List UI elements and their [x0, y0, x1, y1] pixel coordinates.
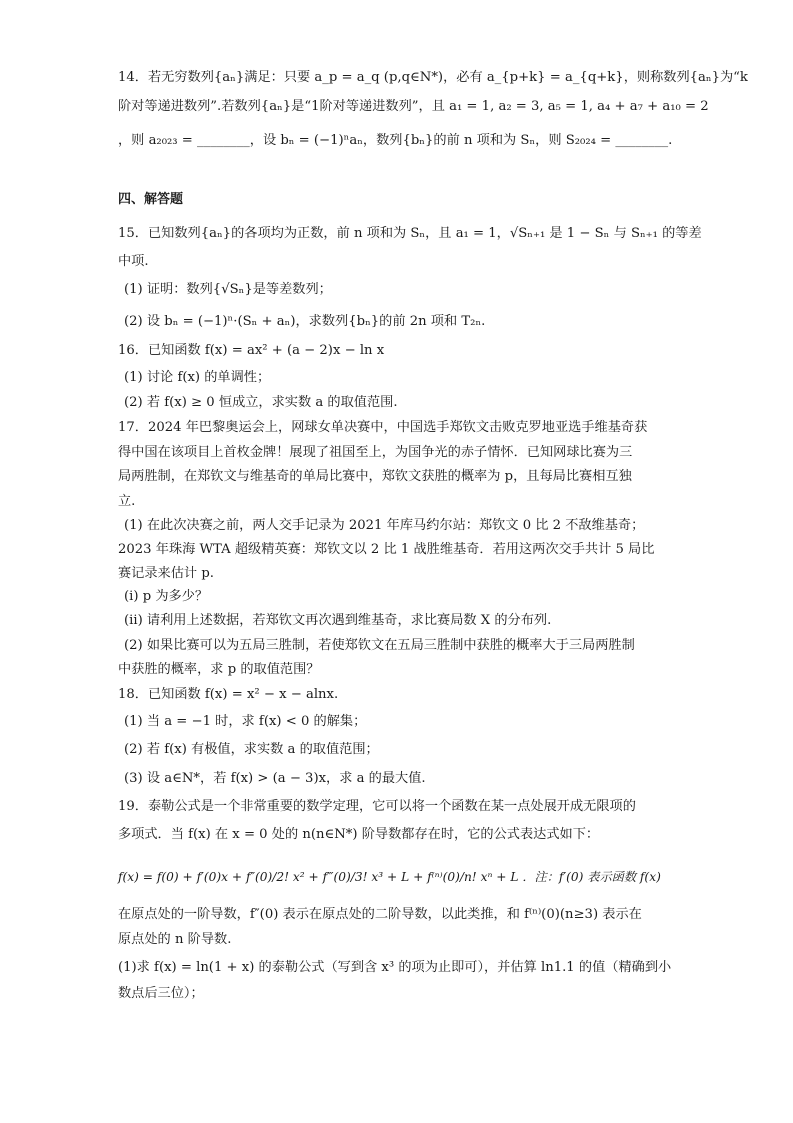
q15-part-1: (1) 证明：数列{√Sₙ}是等差数列；: [124, 282, 332, 297]
q17-part-1-line-3: 赛记录来估计 p.: [118, 566, 214, 581]
q17-line-3: 局两胜制，在郑钦文与维基奇的单局比赛中，郑钦文获胜的概率为 p，且每局比赛相互独: [118, 469, 632, 484]
q17-part-1-line-1: (1) 在此次决赛之前，两人交手记录为 2021 年库马约尔站：郑钦文 0 比 2 不敌维基奇；: [124, 518, 645, 533]
q17-part-1-line-2: 2023 年珠海 WTA 超级精英赛：郑钦文以 2 比 1 战胜维基奇．若用这两次交手共计 5 局比: [118, 542, 655, 557]
q14-line-3: ，则 a₂₀₂₃ = ________，设 bₙ = (−1)ⁿaₙ，数列{bₙ}的前 n 项和为 Sₙ，则 S₂₀₂₄ = ________.: [118, 133, 673, 148]
q17-line-2: 得中国在该项目上首枚金牌！展现了祖国至上，为国争光的赤子情怀．已知网球比赛为三: [118, 445, 633, 460]
q14-line-1: 14．若无穷数列{aₙ}满足：只要 a_p = a_q (p,q∈N*)，必有 a_{p+k} = a_{q+k}，则称数列{aₙ}为“k: [118, 70, 748, 85]
q19-part-1-line-1: (1)求 f(x) = ln(1 + x) 的泰勒公式（写到含 x³ 的项为止即可），并估算 ln1.1 的值（精确到小: [118, 960, 672, 975]
q16-line-1: 16．已知函数 f(x) = ax² + (a − 2)x − ln x: [118, 343, 385, 358]
q18-part-1: (1) 当 a = −1 时，求 f(x) < 0 的解集；: [124, 714, 367, 729]
q18-part-2: (2) 若 f(x) 有极值，求实数 a 的取值范围；: [124, 742, 379, 757]
q17-part-2-line-1: (2) 如果比赛可以为五局三胜制，若使郑钦文在五局三胜制中获胜的概率大于三局两胜制: [124, 638, 635, 653]
q18-part-3: (3) 设 a∈N*，若 f(x) > (a − 3)x，求 a 的最大值.: [124, 771, 426, 786]
q16-part-1: (1) 讨论 f(x) 的单调性；: [124, 370, 271, 385]
q15-line-2: 中项.: [118, 254, 149, 269]
section-heading: 四、解答题: [118, 192, 184, 207]
q14-line-2: 阶对等递进数列”.若数列{aₙ}是“1阶对等递进数列”，且 a₁ = 1, a₂ = 3, a₅ = 1, a₄ + a₇ + a₁₀ = 2: [118, 99, 709, 114]
q17-sub-i: (ⅰ) p 为多少？: [124, 589, 209, 604]
q15-line-1: 15．已知数列{aₙ}的各项均为正数，前 n 项和为 Sₙ，且 a₁ = 1，√Sₙ₊₁ 是 1 − Sₙ 与 Sₙ₊₁ 的等差: [118, 226, 702, 241]
q17-line-4: 立.: [118, 494, 136, 509]
q19-line-1: 19．泰勒公式是一个非常重要的数学定理，它可以将一个函数在某一点处展开成无限项的: [118, 799, 636, 814]
q19-part-1-line-2: 数点后三位）；: [118, 986, 204, 1001]
q19-line-2: 多项式．当 f(x) 在 x = 0 处的 n(n∈N*) 阶导数都存在时，它的公式表达式如下：: [118, 827, 600, 842]
q17-line-1: 17．2024 年巴黎奥运会上，网球女单决赛中，中国选手郑钦文击败克罗地亚选手维基奇获: [118, 420, 648, 435]
q15-part-2: (2) 设 bₙ = (−1)ⁿ·(Sₙ + aₙ)，求数列{bₙ}的前 2n 项和 T₂ₙ.: [124, 314, 486, 329]
q17-part-2-line-2: 中获胜的概率，求 p 的取值范围？: [118, 662, 320, 677]
q19-taylor-formula: f(x) = f(0) + f′(0)x + f″(0)/2! x² + f‴(0)/3! x³ + L + f⁽ⁿ⁾(0)/n! xⁿ + L ．注：f′(0) 表示函数 f(x): [118, 870, 661, 884]
q16-part-2: (2) 若 f(x) ≥ 0 恒成立，求实数 a 的取值范围.: [124, 395, 398, 410]
q17-sub-ii: (ⅱ) 请利用上述数据，若郑钦文再次遇到维基奇，求比赛局数 X 的分布列.: [124, 613, 552, 628]
q19-line-4: 在原点处的一阶导数，f″(0) 表示在原点处的二阶导数，以此类推，和 f⁽ⁿ⁾(0)(n≥3) 表示在: [118, 907, 642, 922]
q19-line-5: 原点处的 n 阶导数.: [118, 932, 232, 947]
q18-line-1: 18．已知函数 f(x) = x² − x − alnx.: [118, 687, 339, 702]
